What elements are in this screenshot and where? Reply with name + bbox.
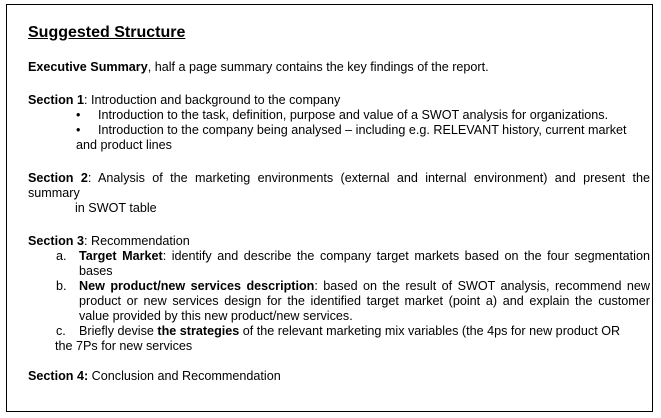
- section1-bullet-item: [28, 108, 650, 123]
- section3-label: Section 3: [28, 234, 84, 248]
- list-marker: b.: [56, 279, 67, 293]
- section3-heading: [28, 234, 650, 249]
- document-content: [28, 23, 650, 384]
- section3-item-c-bold: the strategies: [157, 324, 240, 338]
- section1-bullet-item: [28, 123, 650, 138]
- section3-item-c: [28, 324, 650, 339]
- section3-continuation: the 7Ps for new services: [55, 339, 193, 353]
- section4-text: Conclusion and Recommendation: [88, 369, 281, 383]
- section3-item-b: [28, 279, 650, 324]
- section3-item-b-text: : based on the result of SWOT analysis, recommend new product or new services design for the identified target market (point a) and explain the customer value provided by this new product/new services.: [79, 279, 650, 323]
- section2-label: Section 2: [28, 171, 88, 185]
- section3-item-c-pre: Briefly devise: [79, 324, 158, 338]
- section2-text: : Analysis of the marketing environments (external and internal environment) and present the summary: [28, 171, 650, 200]
- document-frame: [6, 4, 653, 412]
- section3-item-c-text: of the relevant marketing mix variables (the 4ps for new product OR: [239, 324, 621, 338]
- section1-bullet-text: Introduction to the company being analysed – including e.g. RELEVANT history, current market: [98, 123, 627, 137]
- section3-list: [28, 249, 650, 339]
- executive-summary-paragraph: [28, 60, 650, 75]
- section4-label: Section 4:: [28, 369, 89, 383]
- section1-text: : Introduction and background to the company: [84, 93, 341, 107]
- section2-heading: [28, 171, 650, 201]
- section1-bullet-text: Introduction to the task, definition, purpose and value of a SWOT analysis for organizations.: [98, 108, 609, 122]
- executive-summary-label: Executive Summary: [28, 60, 148, 74]
- section1-label: Section 1: [28, 93, 84, 107]
- executive-summary-text: , half a page summary contains the key findings of the report.: [147, 60, 489, 74]
- section3-item-a-bold: Target Market: [79, 249, 163, 263]
- list-marker: c.: [56, 324, 66, 338]
- section1-bullet-list: [28, 108, 650, 138]
- section3-text: : Recommendation: [84, 234, 190, 248]
- page-title: Suggested Structure: [28, 24, 186, 41]
- bullet-dot-icon: •: [76, 108, 81, 122]
- section3-item-a-text: : identify and describe the company target markets based on the four segmentation bases: [79, 249, 650, 278]
- section3-item-b-bold: New product/new services description: [79, 279, 315, 293]
- section4-heading: [28, 369, 650, 384]
- bullet-dot-icon: •: [76, 123, 81, 137]
- section3-item-a: [28, 249, 650, 279]
- section1-continuation: and product lines: [76, 138, 172, 152]
- section2-continuation: in SWOT table: [75, 201, 157, 215]
- section1-heading: [28, 93, 650, 108]
- list-marker: a.: [56, 249, 67, 263]
